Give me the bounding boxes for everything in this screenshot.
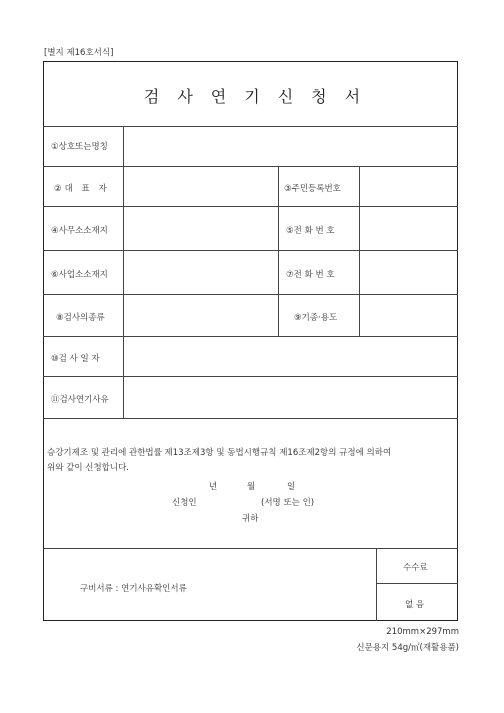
resident-number-label: ③주민등록번호 [284,184,341,194]
signature-label: (서명 또는 인) [261,498,315,508]
applicant-label: 신청인 [172,498,197,508]
inspection-date-label: ⑩검 사 일 자 [51,354,100,364]
row-divider [43,336,458,337]
fee-divider [376,583,458,584]
label-column-divider [123,126,124,418]
addressee-label: 귀하 [242,514,259,524]
date-day: 일 [287,482,296,492]
paper-size: 210mm×297mm [386,627,459,637]
mid-column-divider [278,166,279,336]
model-usage-label: ⑨기종·용도 [294,313,338,323]
required-documents: 구비서류 : 연기사유확인서류 [80,584,187,594]
row-divider [43,418,458,419]
row-divider [43,548,458,549]
trade-name-label: ①상호또는명칭 [51,142,108,152]
paper-type: 신문용지 54g/㎡(재활용품) [356,643,459,653]
representative-label: ②대 표 자 [54,184,110,194]
row-divider [43,166,458,167]
phone-label: ⑤전 화 번 호 [286,226,335,236]
inspection-type-label: ⑧검사의종류 [56,313,105,323]
fee-label: 수수료 [403,563,428,573]
date-year: 년 [209,482,218,492]
postpone-reason-label: ⑪검사연기사유 [51,395,109,405]
statement-line-2: 위와 같이 신청합니다. [47,463,130,473]
form-number: [별지 제16호서식] [44,48,114,58]
row-divider [43,126,458,127]
form-title: 검사연기신청서 [143,87,379,106]
row-divider [43,250,458,251]
row-divider [43,294,458,295]
office-address-label: ④사무소소재지 [51,226,108,236]
right-label-divider [359,166,360,336]
statement-line-1: 승강기제조 및 관리에 관한법률 제13조제3항 및 동법시행규칙 제16조제2항의 규정에 의하여 [47,448,392,458]
fee-column-divider [376,548,377,621]
row-divider [43,206,458,207]
row-divider [43,376,458,377]
business-address-label: ⑥사업소소재지 [51,270,108,280]
date-month: 월 [247,482,256,492]
phone-label: ⑦전 화 번 호 [286,270,335,280]
fee-value: 없 음 [405,600,425,610]
